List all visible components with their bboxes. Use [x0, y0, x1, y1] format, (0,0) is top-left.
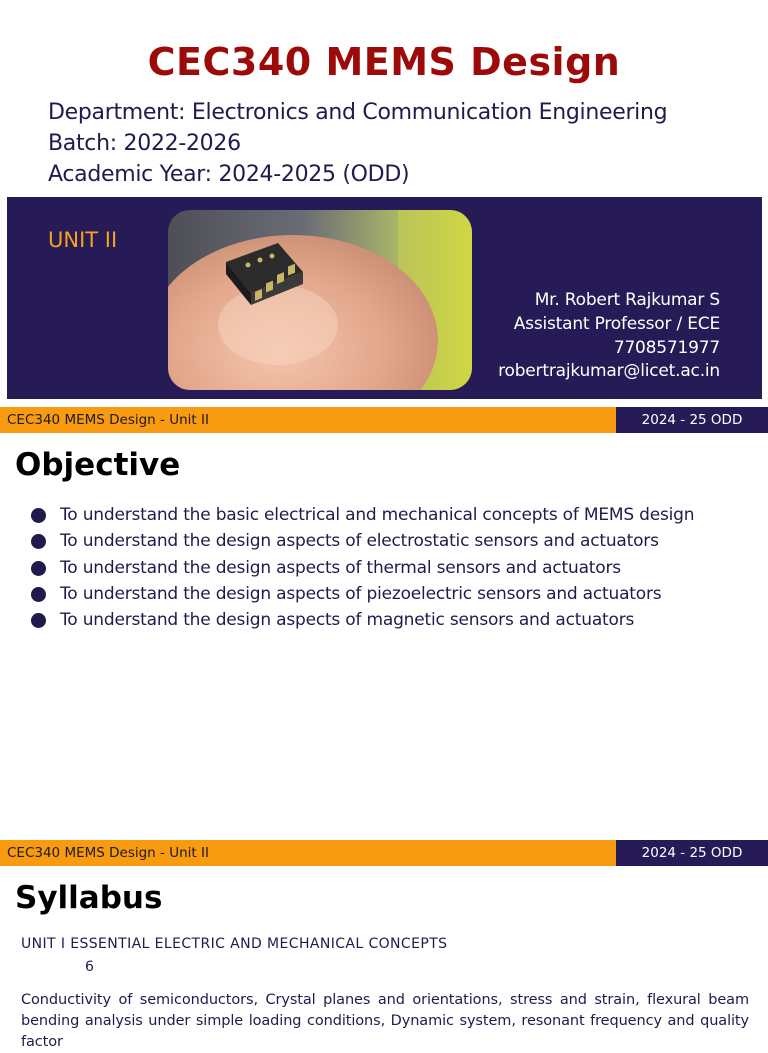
- list-item: To understand the design aspects of electrostatic sensors and actuators: [30, 528, 694, 554]
- objective-heading: Objective: [15, 447, 181, 483]
- author-name: Mr. Robert Rajkumar S: [534, 290, 720, 310]
- author-phone: 7708571977: [613, 338, 720, 358]
- author-role: Assistant Professor / ECE: [513, 314, 720, 334]
- footer-term-label-2: 2024 - 25 ODD: [616, 840, 768, 866]
- mems-chip-photo: [168, 210, 472, 390]
- unit-label: UNIT II: [48, 228, 118, 252]
- slide-footer-bar-2: [0, 840, 768, 866]
- list-item: To understand the basic electrical and mechanical concepts of MEMS design: [30, 502, 694, 528]
- bullet-icon: [31, 508, 46, 523]
- footer-course-label: CEC340 MEMS Design - Unit II: [0, 407, 616, 433]
- syllabus-unit-title: UNIT I ESSENTIAL ELECTRIC AND MECHANICAL CONCEPTS: [21, 936, 448, 952]
- academic-year-line: Academic Year: 2024-2025 (ODD): [48, 162, 410, 187]
- footer-term-label: 2024 - 25 ODD: [616, 407, 768, 433]
- objective-list: [30, 502, 694, 633]
- slide-footer-bar: [0, 407, 768, 433]
- footer-course-label-2: CEC340 MEMS Design - Unit II: [0, 840, 616, 866]
- syllabus-unit-text: Conductivity of semiconductors, Crystal planes and orientations, stress and strain, flexural beam bending analysis under simple loading conditions, Dynamic system, resonant frequency and quality factor: [21, 992, 749, 1050]
- syllabus-unit-hours: 6: [85, 959, 94, 975]
- list-item: To understand the design aspects of thermal sensors and actuators: [30, 555, 694, 581]
- syllabus-heading: Syllabus: [15, 880, 163, 916]
- bullet-icon: [31, 534, 46, 549]
- bullet-icon: [31, 561, 46, 576]
- author-email[interactable]: robertrajkumar@licet.ac.in: [498, 361, 720, 381]
- bullet-icon: [31, 587, 46, 602]
- list-item: To understand the design aspects of magnetic sensors and actuators: [30, 607, 694, 633]
- bullet-icon: [31, 613, 46, 628]
- list-item: To understand the design aspects of piezoelectric sensors and actuators: [30, 581, 694, 607]
- course-title: CEC340 MEMS Design: [147, 40, 621, 84]
- department-line: Department: Electronics and Communication Engineering: [48, 100, 668, 125]
- batch-line: Batch: 2022-2026: [48, 131, 241, 156]
